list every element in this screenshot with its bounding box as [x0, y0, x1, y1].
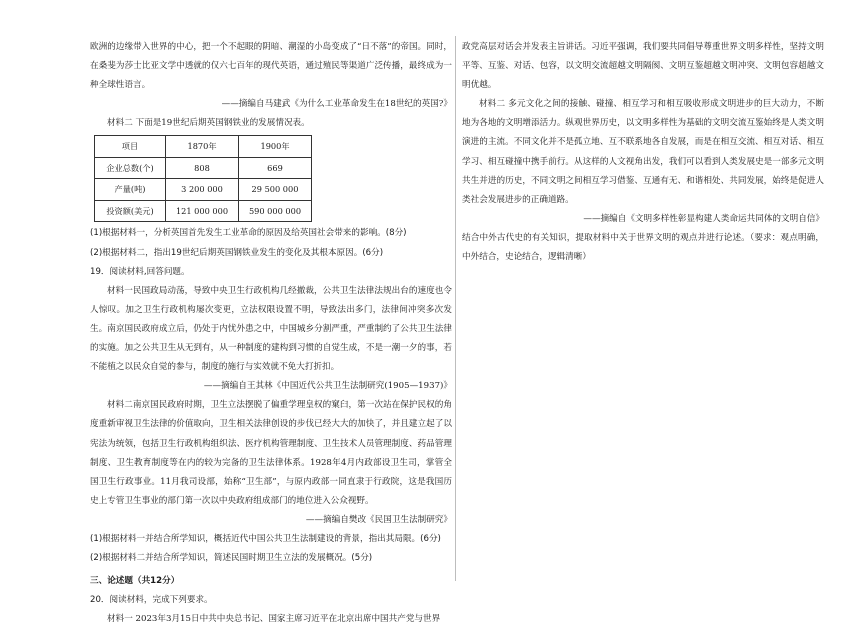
question-item: (1)根据材料一，分析英国首先发生工业革命的原因及给英国社会带来的影响。(8分)	[90, 228, 407, 239]
material-text: 欧洲的边缘带入世界的中心，把一个不起眼的阴暗、潮湿的小岛变成了“日不落”的帝国。同时，在桑斐为莎士比亚文学中透就的仅六七百年的现代英语，通过殖民等渠道广泛传播，最终成为一种全球性语言。	[90, 42, 452, 91]
table-header-cell: 1870年	[166, 136, 239, 158]
table-cell: 29 500 000	[239, 179, 312, 201]
source-citation: ——摘编自马建武《为什么工业革命发生在18世纪的英国?》	[221, 99, 452, 110]
material-text: 政党高层对话会并发表主旨讲话。习近平强调，我们要共同倡导尊重世界文明多样性，坚持文明平等、互鉴、对话、包容，以文明交流超越文明隔阂、文明互鉴超越文明冲突、文明包容超越文明优越。	[462, 42, 824, 91]
steel-industry-table	[94, 135, 312, 222]
left-column	[90, 38, 452, 629]
table-row	[95, 179, 312, 201]
table-cell: 投资额(美元)	[95, 200, 166, 222]
right-column	[462, 38, 824, 267]
source-citation: ——摘编自樊改《民国卫生法制研究》	[305, 514, 452, 525]
table-row	[95, 157, 312, 179]
column-divider	[455, 36, 456, 581]
table-cell: 3 200 000	[166, 179, 239, 201]
table-header-row	[95, 136, 312, 158]
question-item: (2)根据材料二，指出19世纪后期英国钢铁业发生的变化及其根本原因。(6分)	[90, 247, 384, 258]
table-cell: 808	[166, 157, 239, 179]
table-cell: 产量(吨)	[95, 179, 166, 201]
table-cell: 590 000 000	[239, 200, 312, 222]
material-text: 材料二南京国民政府时期，卫生立法摆脱了偏重学理皇权的窠臼，第一次站在保护民权的角度重新审视卫生法律的价值取向，卫生相关法律创设的步伐已经大大的加快了，并且建立起了以宪法为统领，包括卫生行政机构组织法、医疗机构管理制度、卫生技术人员管理制度、药品管理制度、卫生教育制度等在内的较为完备的卫生法律体系。1928年4月内政部设卫生司，掌管全国卫生行政事业。11月我司设部，始称“卫生部”，与原内政部一同直隶于行政院，这是我国历史上专管卫生事业的部门第一次以中央政府组成部门的地位进入公众视野。	[90, 400, 452, 506]
question-item: (1)根据材料一并结合所学知识，概括近代中国公共卫生法制建设的背景，指出其局限。(6分)	[90, 533, 441, 544]
section-heading: 三、论述题（共12分）	[90, 576, 180, 587]
question-number: 20．阅读材料，完成下列要求。	[90, 595, 213, 606]
question-item: (2)根据材料二并结合所学知识，简述民国时期卫生立法的发展概况。(5分)	[90, 553, 373, 564]
table-header-cell: 项目	[95, 136, 166, 158]
table-header-cell: 1900年	[239, 136, 312, 158]
material-text: 材料一民国政局动荡，导致中央卫生行政机构几经撤裁，公共卫生法律法规出台的速度也令人惊叹。加之卫生行政机构屡次变更，立法权限设置不明，导致法出多门，法律间冲突多次发生。南京国民政府成立后，仍处于内忧外患之中，中国城乡分割严重，严重制约了公共卫生法律的实施。加之公共卫生从无到有，从一种制度的建构到习惯的自觉生成，不是一潮一夕的事，若不能植之以民众自觉的参与，制度的施行与实效就不免大打折扣。	[90, 285, 452, 373]
source-citation: ——摘编自《文明多样性彰显构建人类命运共同体的文明自信》	[583, 213, 824, 224]
table-cell: 669	[239, 157, 312, 179]
table-cell: 121 000 000	[166, 200, 239, 222]
table-row	[95, 200, 312, 222]
material-text: 材料一 2023年3月15日中共中央总书记、国家主席习近平在北京出席中国共产党与世界	[107, 614, 441, 625]
material-heading: 材料二 下面是19世纪后期英国钢铁业的发展情况表。	[107, 118, 310, 129]
question-number: 19．阅读材料,回答问题。	[90, 266, 190, 277]
table-cell: 企业总数(个)	[95, 157, 166, 179]
material-text: 材料二 多元文化之间的接触、碰撞、相互学习和相互吸收形成文明进步的巨大动力，不断地为各地的文明增添活力。纵观世界历史，以文明多样性为基础的文明交流互鉴始终是人类文明演进的主流。不同文化并不是孤立地、互不联系地各自发展，而是在相互交流、相互对话、相互学习、相互碰撞中携手前行。从这样的人文视角出发，我们可以看到人类发展史是一部多元文明共生并进的历史，不同文明之间相互学习借鉴、互通有无、和谐相处、共同发展，始终是促进人类社会发展进步的正确道路。	[462, 99, 824, 205]
source-citation: ——摘编自王其林《中国近代公共卫生法制研究(1905—1937)》	[203, 381, 452, 392]
question-task: 结合中外古代史的有关知识，提取材料中关于世界文明的观点并进行论述。（要求：观点明确，中外结合，史论结合，逻辑清晰）	[462, 232, 824, 263]
